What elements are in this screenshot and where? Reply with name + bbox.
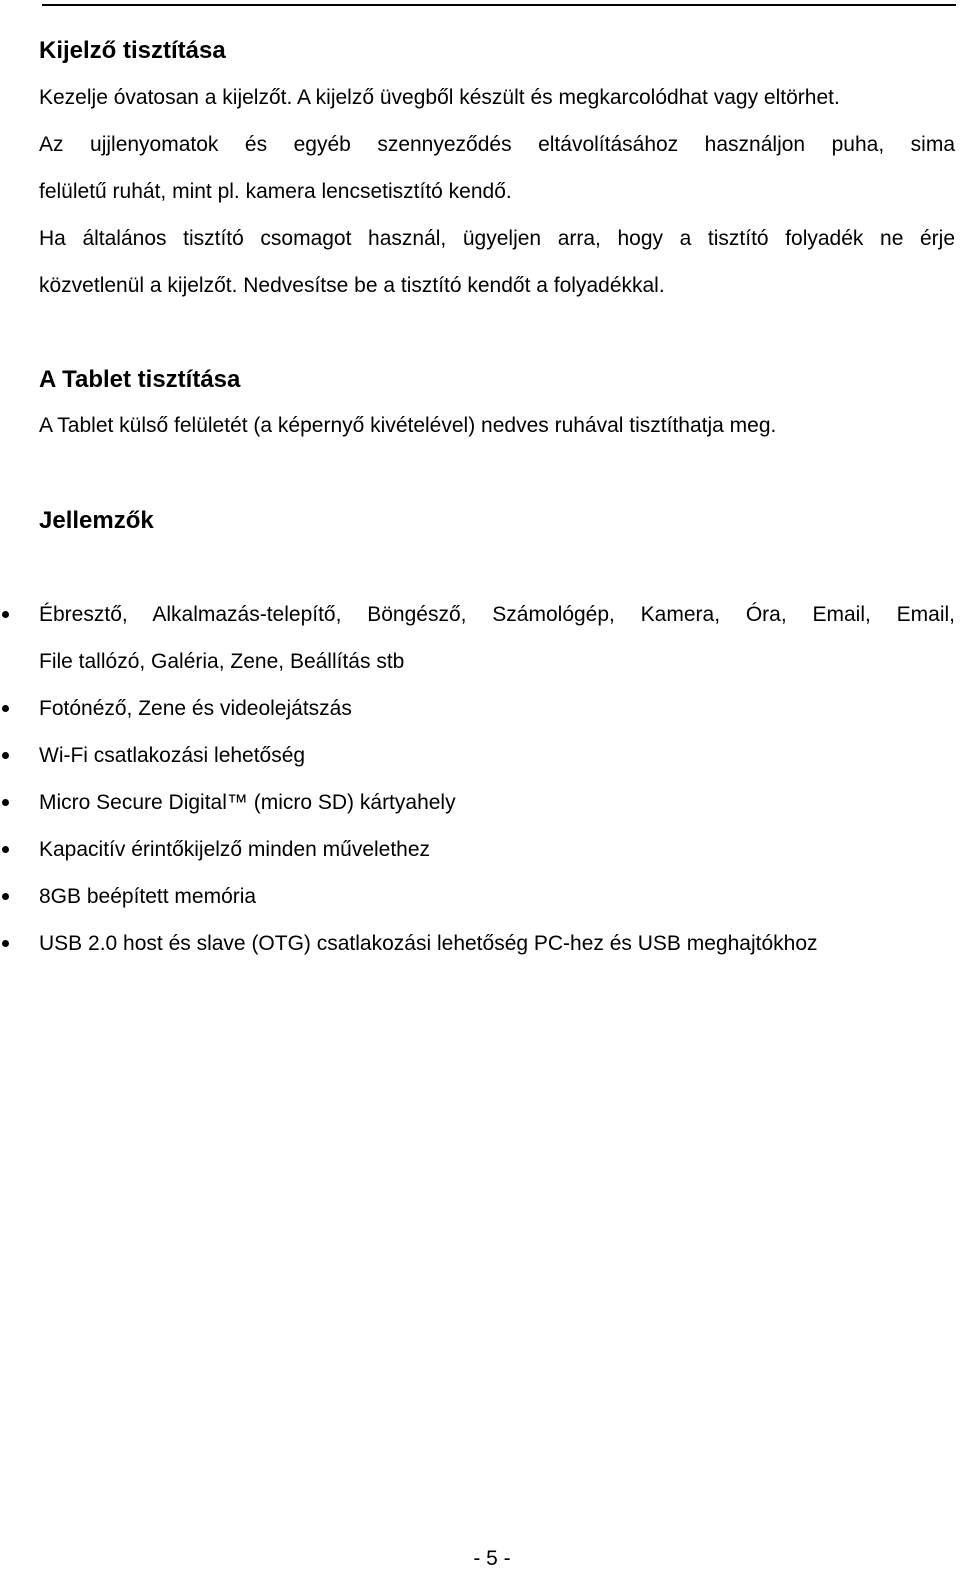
header-rule — [42, 4, 956, 6]
heading-features: Jellemzők — [39, 507, 154, 534]
list-item-text: Fotónéző, Zene és videolejátszás — [39, 697, 352, 720]
page-number: - 5 - — [473, 1547, 511, 1570]
features-list — [0, 591, 960, 967]
paragraph-tablet-cleaning: A Tablet külső felületét (a képernyő kivételével) nedves ruhával tisztíthatja meg. — [39, 414, 777, 437]
list-item-text: USB 2.0 host és slave (OTG) csatlakozási lehetőség PC-hez és USB meghajtókhoz — [39, 932, 818, 955]
paragraph-line: felületű ruhát, mint pl. kamera lencsetisztító kendő. — [39, 180, 512, 203]
bullet-icon — [2, 940, 9, 947]
bullet-icon — [2, 846, 9, 853]
bullet-icon — [2, 799, 9, 806]
paragraph-line: Kezelje óvatosan a kijelzőt. A kijelző üvegből készült és megkarcolódhat vagy eltörhet. — [39, 86, 840, 109]
bullet-icon — [2, 893, 9, 900]
paragraph-line: közvetlenül a kijelzőt. Nedvesítse be a tisztító kendőt a folyadékkal. — [39, 274, 665, 297]
paragraph-cleaning-fluid — [39, 215, 955, 309]
heading-tablet-cleaning: A Tablet tisztítása — [39, 366, 241, 393]
paragraph-line: Az ujjlenyomatok és egyéb szennyeződés eltávolításához használjon puha, sima — [39, 133, 955, 156]
list-item — [0, 873, 960, 920]
list-item-text: Kapacitív érintőkijelző minden művelethez — [39, 838, 431, 861]
bullet-icon — [2, 752, 9, 759]
list-item — [0, 732, 960, 779]
paragraph-display-handling — [39, 74, 955, 215]
bullet-icon — [2, 705, 9, 712]
list-item — [0, 685, 960, 732]
list-item — [0, 779, 960, 826]
bullet-icon — [2, 611, 9, 618]
list-item — [0, 591, 960, 685]
heading-display-cleaning: Kijelző tisztítása — [39, 37, 226, 64]
list-item — [0, 826, 960, 873]
list-item-text: Wi-Fi csatlakozási lehetőség — [39, 744, 306, 767]
list-item-text: Ébresztő, Alkalmazás-telepítő, Böngésző, Számológép, Kamera, Óra, Email, Email, — [39, 603, 955, 626]
list-item-text: File tallózó, Galéria, Zene, Beállítás stb — [39, 650, 405, 673]
paragraph-line: Ha általános tisztító csomagot használ, ügyeljen arra, hogy a tisztító folyadék ne érje — [39, 227, 955, 250]
list-item-text: Micro Secure Digital™ (micro SD) kártyahely — [39, 791, 456, 814]
list-item — [0, 920, 960, 967]
list-item-text: 8GB beépített memória — [39, 885, 257, 908]
